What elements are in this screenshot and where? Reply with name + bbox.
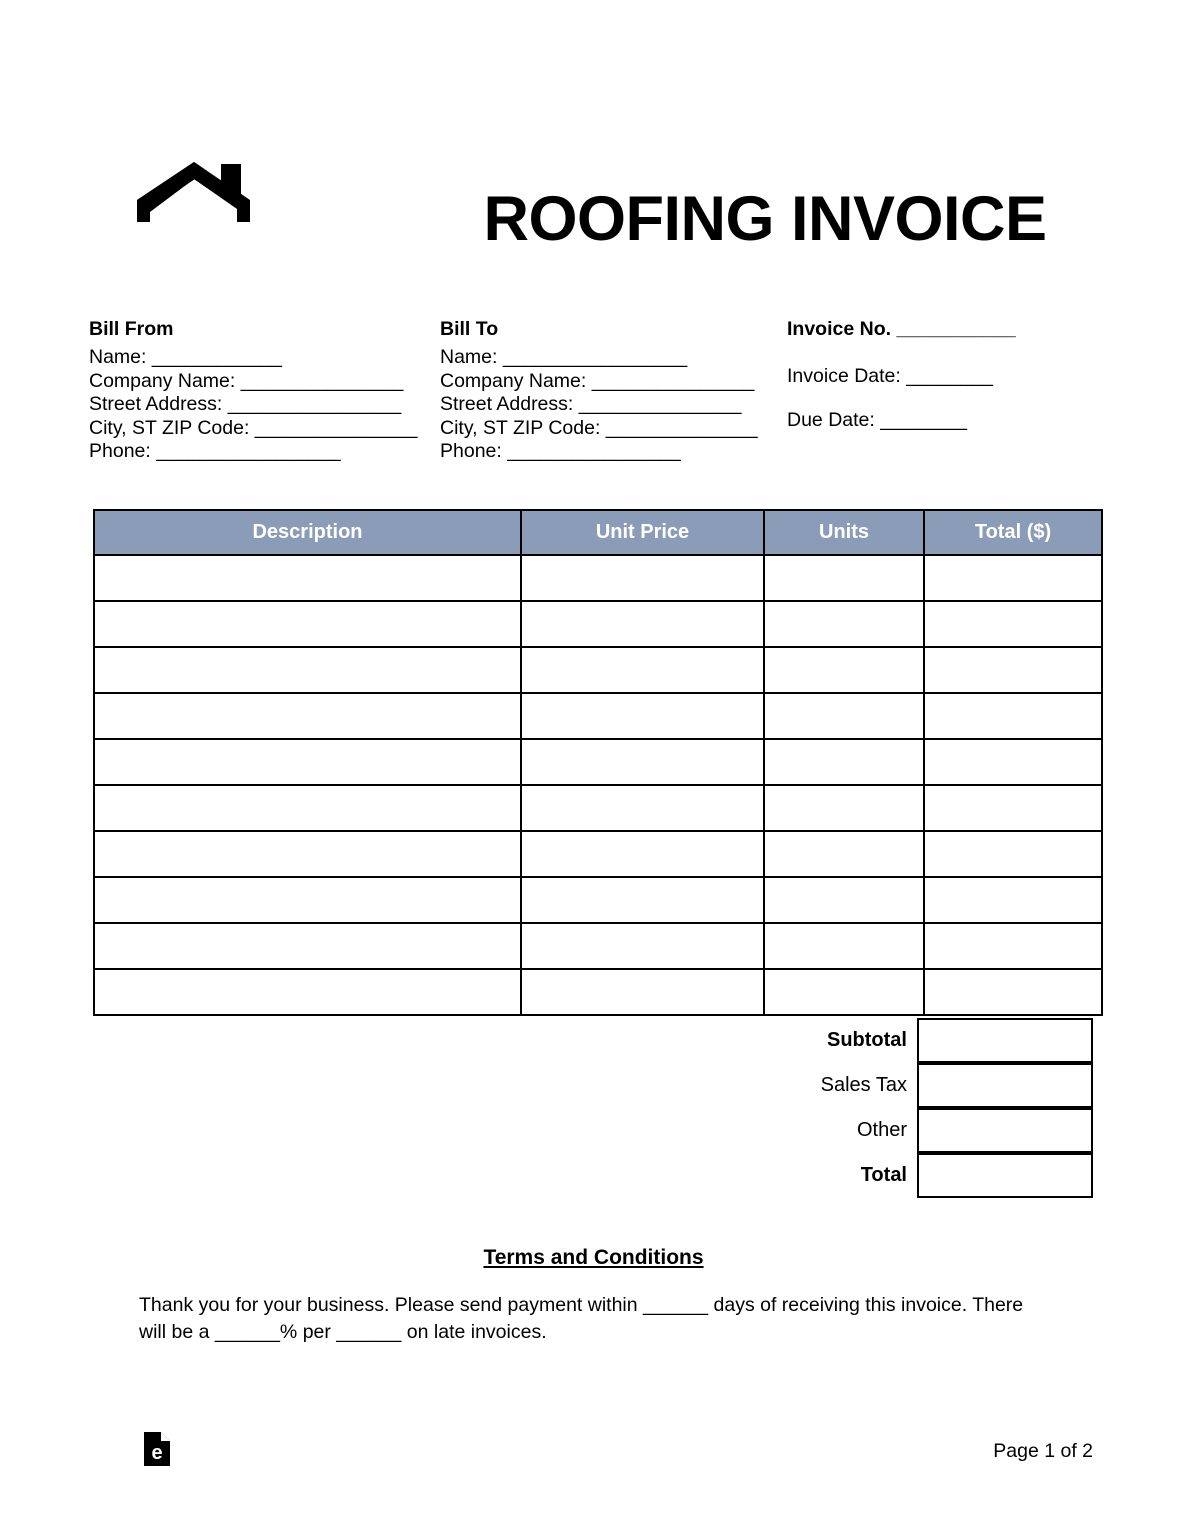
table-body [94, 555, 1102, 1015]
invoice-meta-block [787, 318, 1117, 454]
totals-row-subtotal [717, 1018, 1093, 1063]
bill-from-block [89, 318, 434, 464]
table-row [94, 785, 1102, 831]
column-header-total: Total ($) [924, 510, 1102, 555]
cell-description[interactable] [94, 693, 521, 739]
bill-from-city-zip: City, ST ZIP Code: _______________ [89, 416, 418, 439]
cell-unit-price[interactable] [521, 693, 764, 739]
bill-to-company: Company Name: _______________ [440, 369, 755, 392]
cell-unit-price[interactable] [521, 739, 764, 785]
bill-from-phone: Phone: _________________ [89, 440, 341, 462]
cell-units[interactable] [764, 601, 924, 647]
table-row [94, 647, 1102, 693]
eforms-document-icon[interactable] [144, 1432, 170, 1466]
totals-row-sales-tax [717, 1063, 1093, 1108]
due-date-field: Due Date: ________ [787, 409, 967, 431]
table-row [94, 831, 1102, 877]
totals-row-other [717, 1108, 1093, 1153]
cell-total[interactable] [924, 923, 1102, 969]
cell-unit-price[interactable] [521, 831, 764, 877]
bill-to-street: Street Address: _______________ [440, 393, 742, 415]
invoice-date-field: Invoice Date: ________ [787, 364, 993, 387]
cell-units[interactable] [764, 969, 924, 1015]
sales-tax-label: Sales Tax [820, 1074, 907, 1096]
bill-from-heading: Bill From [89, 318, 174, 340]
bill-to-name: Name: _________________ [440, 346, 688, 368]
other-label: Other [856, 1119, 907, 1141]
cell-units[interactable] [764, 555, 924, 601]
cell-unit-price[interactable] [521, 923, 764, 969]
total-label: Total [860, 1164, 907, 1186]
bill-to-block [440, 318, 785, 464]
cell-units[interactable] [764, 647, 924, 693]
cell-description[interactable] [94, 969, 521, 1015]
subtotal-label: Subtotal [827, 1029, 907, 1051]
sales-tax-value[interactable] [917, 1063, 1093, 1108]
totals-row-total [717, 1153, 1093, 1198]
cell-unit-price[interactable] [521, 555, 764, 601]
table-row [94, 739, 1102, 785]
cell-total[interactable] [924, 601, 1102, 647]
cell-total[interactable] [924, 877, 1102, 923]
table-row [94, 601, 1102, 647]
bill-from-company: Company Name: _______________ [89, 369, 404, 392]
table-row [94, 693, 1102, 739]
cell-total[interactable] [924, 693, 1102, 739]
cell-total[interactable] [924, 969, 1102, 1015]
table-row [94, 877, 1102, 923]
line-items-table [93, 509, 1103, 1016]
other-value[interactable] [917, 1108, 1093, 1153]
terms-heading: Terms and Conditions [483, 1246, 704, 1269]
svg-text:e: e [151, 1442, 163, 1464]
bill-to-city-zip: City, ST ZIP Code: ______________ [440, 416, 758, 439]
column-header-units: Units [764, 510, 924, 555]
cell-description[interactable] [94, 831, 521, 877]
cell-units[interactable] [764, 693, 924, 739]
cell-unit-price[interactable] [521, 785, 764, 831]
terms-body: Thank you for your business. Please send payment within ______ days of receiving this invoice. There will be a ______% per ______ on late invoices. [139, 1294, 1024, 1343]
bill-to-phone: Phone: ________________ [440, 440, 681, 462]
cell-unit-price[interactable] [521, 601, 764, 647]
cell-description[interactable] [94, 785, 521, 831]
cell-unit-price[interactable] [521, 877, 764, 923]
bill-from-street: Street Address: ________________ [89, 393, 402, 415]
cell-units[interactable] [764, 923, 924, 969]
bill-to-heading: Bill To [440, 318, 499, 340]
cell-description[interactable] [94, 555, 521, 601]
cell-units[interactable] [764, 739, 924, 785]
cell-description[interactable] [94, 877, 521, 923]
cell-total[interactable] [924, 831, 1102, 877]
cell-units[interactable] [764, 831, 924, 877]
cell-total[interactable] [924, 785, 1102, 831]
invoice-number-field: Invoice No. ___________ [787, 318, 1016, 340]
page-number: Page 1 of 2 [993, 1440, 1093, 1462]
table-row [94, 555, 1102, 601]
table-row [94, 969, 1102, 1015]
totals-section [717, 1018, 1093, 1198]
cell-description[interactable] [94, 923, 521, 969]
subtotal-value[interactable] [917, 1018, 1093, 1063]
cell-unit-price[interactable] [521, 647, 764, 693]
cell-total[interactable] [924, 739, 1102, 785]
cell-description[interactable] [94, 601, 521, 647]
bill-from-name: Name: ____________ [89, 346, 282, 368]
cell-units[interactable] [764, 877, 924, 923]
column-header-description: Description [94, 510, 521, 555]
cell-units[interactable] [764, 785, 924, 831]
cell-total[interactable] [924, 555, 1102, 601]
total-value[interactable] [917, 1153, 1093, 1198]
cell-total[interactable] [924, 647, 1102, 693]
cell-description[interactable] [94, 647, 521, 693]
page-title: ROOFING INVOICE [483, 184, 1047, 254]
cell-unit-price[interactable] [521, 969, 764, 1015]
table-row [94, 923, 1102, 969]
cell-description[interactable] [94, 739, 521, 785]
column-header-unit-price: Unit Price [521, 510, 764, 555]
table-header-row [94, 510, 1102, 555]
